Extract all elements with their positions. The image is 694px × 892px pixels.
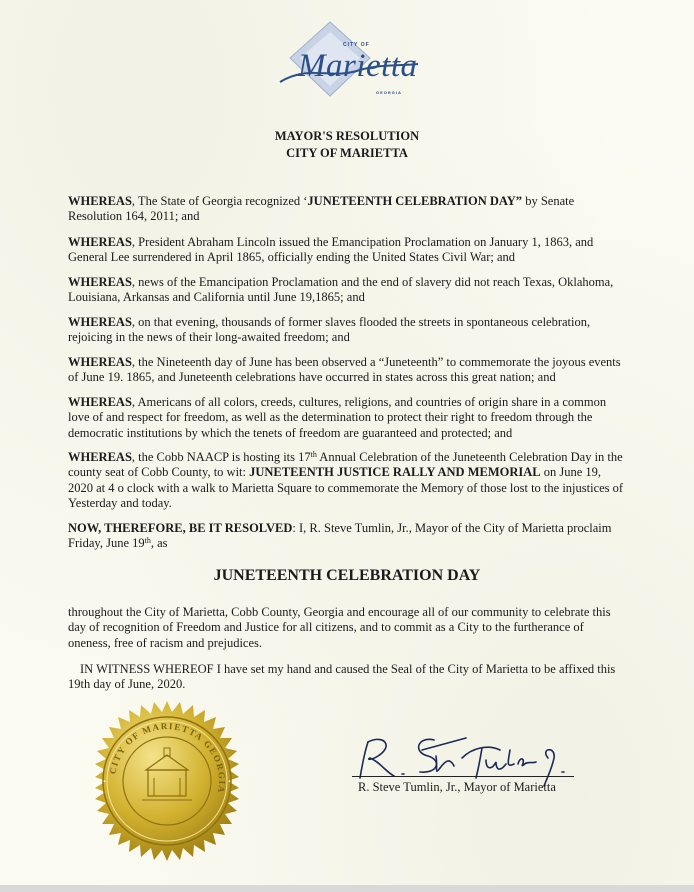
whereas-label: WHEREAS bbox=[68, 194, 132, 208]
celebration-title: JUNETEENTH CELEBRATION DAY bbox=[213, 567, 481, 584]
paragraph-text: : I, R. Steve Tumlin, Jr., Mayor of the City of Marietta proclaim Friday, June 19 bbox=[68, 521, 612, 551]
paragraph-text: , news of the Emancipation Proclamation and the end of slavery did not reach Texas, Oklahoma, Louisiana, Arkansas and California until June 19,1865; and bbox=[68, 275, 614, 305]
seal-ring-text: CITY OF MARIETTA GEORGIA bbox=[107, 720, 228, 795]
whereas-paragraph-5 bbox=[68, 355, 628, 386]
resolution-heading: MAYOR'S RESOLUTION bbox=[274, 129, 420, 143]
whereas-label: WHEREAS bbox=[68, 355, 132, 369]
city-logo bbox=[270, 20, 422, 102]
witness-paragraph: IN WITNESS WHEREOF I have set my hand and caused the Seal of the City of Marietta to be affixed this 19th day of June, 2020. bbox=[68, 662, 616, 692]
resolved-label: NOW, THEREFORE, BE IT RESOLVED bbox=[68, 521, 293, 535]
paragraph-text: , on that evening, thousands of former slaves flooded the streets in spontaneous celebration, rejoicing in the news of their long-awaited freedom; and bbox=[68, 315, 591, 345]
whereas-label: WHEREAS bbox=[68, 275, 132, 289]
ordinal-suffix: th bbox=[310, 450, 317, 459]
resolved-paragraph bbox=[68, 521, 628, 552]
paragraph-bold: JUNETEENTH JUSTICE RALLY AND MEMORIAL bbox=[249, 465, 541, 480]
paragraph-text: Annual Celebration of the Juneteenth Celebration Day in the county seat of Cobb County, to wit: bbox=[68, 450, 623, 480]
whereas-paragraph-2 bbox=[68, 235, 628, 266]
signature-line bbox=[352, 776, 574, 777]
paragraph-text: , Americans of all colors, creeds, cultures, religions, and countries of origin share in a common love of and respect for freedom, as well as the determination to protect their right to freedom through the democratic institutions by which the tenets of freedom are guaranteed and protected; and bbox=[68, 395, 607, 440]
paragraph-bold: JUNETEENTH CELEBRATION DAY” bbox=[307, 194, 523, 208]
whereas-paragraph-3 bbox=[68, 275, 628, 306]
ordinal-suffix: th bbox=[144, 536, 151, 546]
logo-name: Marietta bbox=[298, 48, 418, 84]
logo-city-of: CITY OF bbox=[343, 42, 370, 48]
logo-state: GEORGIA bbox=[376, 90, 402, 95]
whereas-paragraph-4 bbox=[68, 315, 628, 346]
city-heading: CITY OF MARIETTA bbox=[286, 146, 408, 160]
whereas-paragraph-7 bbox=[68, 450, 628, 512]
paragraph-text: , the Nineteenth day of June has been observed a “Juneteenth” to commemorate the joyous events of June 19. 1865, and Juneteenth celebrations have occurred in states across this great nation; and bbox=[68, 355, 621, 385]
paragraph-text: on June 19, 2020 at 4 o clock with a walk to Marietta Square to commemorate the Memory of those lost to the injustices of Yesterday and today. bbox=[68, 465, 624, 511]
whereas-label: WHEREAS bbox=[68, 450, 132, 464]
whereas-label: WHEREAS bbox=[68, 235, 132, 249]
whereas-label: WHEREAS bbox=[68, 395, 132, 409]
signature-caption: R. Steve Tumlin, Jr., Mayor of Marietta bbox=[358, 780, 556, 794]
paragraph-text: , as bbox=[150, 536, 168, 551]
gold-seal-icon bbox=[86, 700, 248, 862]
whereas-paragraph-1 bbox=[68, 194, 628, 225]
page-bottom-edge bbox=[0, 885, 694, 892]
whereas-paragraph-6 bbox=[68, 395, 628, 441]
paragraph-text: , The State of Georgia recognized ‘ bbox=[131, 194, 308, 208]
paragraph-text: by Senate Resolution 164, 2011; and bbox=[68, 194, 575, 224]
paragraph-text: , President Abraham Lincoln issued the Emancipation Proclamation on January 1, 1863, and General Lee surrendered in April 1865, officially ending the United States Civil War; and bbox=[68, 235, 594, 265]
proclamation-paragraph: throughout the City of Marietta, Cobb County, Georgia and encourage all of our community to celebrate this day of recognition of Freedom and Justice for all citizens, and to commit as a City to the furtherance of oneness, free of racism and prejudices. bbox=[68, 605, 611, 650]
whereas-label: WHEREAS bbox=[68, 315, 132, 329]
paragraph-text: , the Cobb NAACP is hosting its 17 bbox=[131, 450, 311, 464]
